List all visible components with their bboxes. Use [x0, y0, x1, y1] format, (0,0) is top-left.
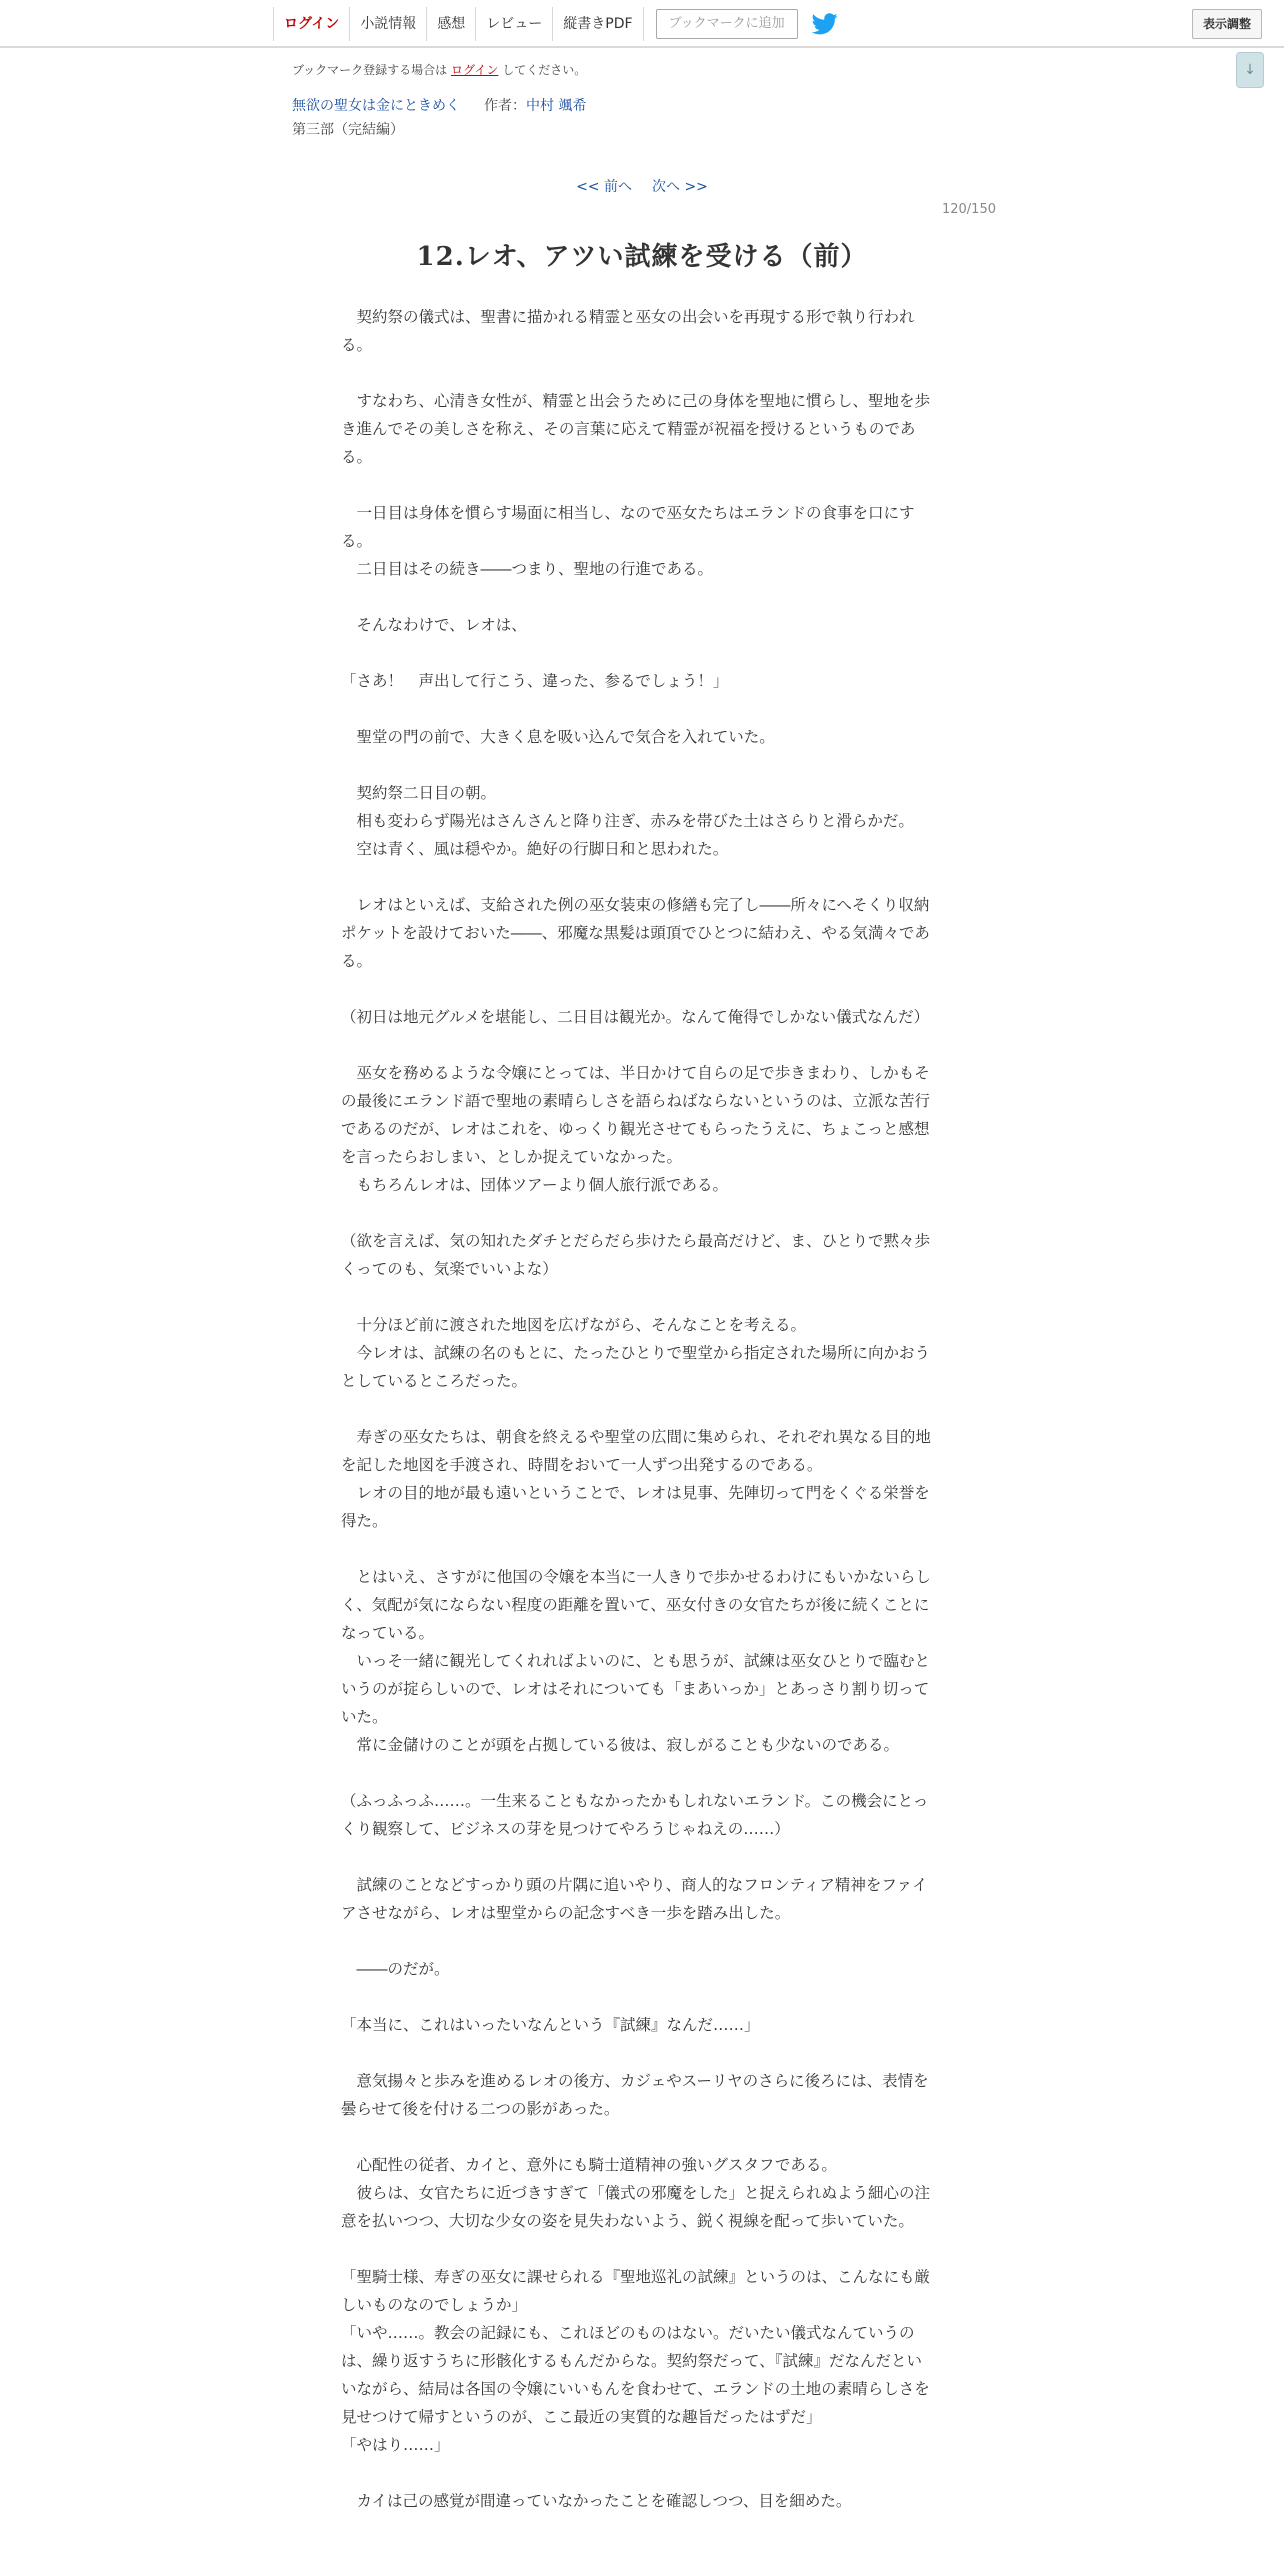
- body-line: ――のだが。: [341, 1960, 450, 1978]
- login-note-after: してください。: [502, 63, 587, 77]
- body-line: 「やはり……」: [341, 2436, 450, 2454]
- author-link[interactable]: 中村 颯希: [526, 98, 587, 114]
- body-line: いっそ一緒に観光してくれればよいのに、とも思うが、試練は巫女ひとりで臨むというのが掟らしいので、レオはそれについても「まあいっか」とあっさり割り切っていた。: [341, 1652, 931, 1726]
- bookmark-login-note: [292, 60, 1012, 80]
- twitter-icon[interactable]: [812, 13, 838, 35]
- body-line: 契約祭二日目の朝。: [341, 784, 497, 802]
- body-line: 意気揚々と歩みを進めるレオの後方、カジェやスーリヤのさらに後ろには、表情を曇らせて後を付ける二つの影があった。: [341, 2072, 929, 2118]
- body-line: [341, 751, 935, 779]
- body-line: 「聖騎士様、寿ぎの巫女に課せられる『聖地巡礼の試練』というのは、こんなにも厳しいものなのでしょうか」: [341, 2268, 931, 2314]
- body-line: 相も変わらず陽光はさんさんと降り注ぎ、赤みを帯びた土はさらりと滑らかだ。: [341, 812, 914, 830]
- body-line: [341, 1283, 935, 1311]
- body-line: （欲を言えば、気の知れたダチとだらだら歩けたら最高だけど、ま、ひとりで黙々歩くってのも、気楽でいいよな）: [341, 1232, 931, 1278]
- body-line: [341, 863, 935, 891]
- episode-pager: [0, 176, 1284, 196]
- body-line: [341, 1983, 935, 2011]
- scroll-down-button[interactable]: ↓: [1236, 52, 1264, 88]
- body-line: [341, 1927, 935, 1955]
- body-line: 十分ほど前に渡された地図を広げながら、そんなことを考える。: [341, 1316, 807, 1334]
- nav-impressions[interactable]: 感想: [426, 7, 475, 41]
- body-line: [341, 1535, 935, 1563]
- body-line: すなわち、心清き女性が、精霊と出会うために己の身体を聖地に慣らし、聖地を歩き進んでその美しさを称え、その言葉に応えて精霊が祝福を授けるというものである。: [341, 392, 931, 466]
- body-line: 「本当に、これはいったいなんという『試練』なんだ……」: [341, 2016, 760, 2034]
- body-line: [341, 639, 935, 667]
- body-line: 二日目はその続き――つまり、聖地の行進である。: [341, 560, 714, 578]
- series-line: [292, 96, 1012, 116]
- login-link[interactable]: ログイン: [451, 63, 499, 77]
- body-line: [341, 1843, 935, 1871]
- body-line: 常に金儲けのことが頭を占拠している彼は、寂しがることも少ないのである。: [341, 1736, 900, 1754]
- series-title-link[interactable]: 無欲の聖女は金にときめく: [292, 98, 460, 114]
- episode-counter: 120/150: [941, 202, 996, 217]
- nav-login[interactable]: ログイン: [273, 7, 349, 41]
- body-line: [341, 1395, 935, 1423]
- body-line: 彼らは、女官たちに近づきすぎて「儀式の邪魔をした」と捉えられぬよう細心の注意を払いつつ、大切な少女の姿を見失わないよう、鋭く視線を配って歩いていた。: [341, 2184, 931, 2230]
- body-line: [341, 2039, 935, 2067]
- login-note-before: ブックマーク登録する場合は: [292, 63, 448, 77]
- nav-review[interactable]: レビュー: [475, 7, 552, 41]
- body-line: もちろんレオは、団体ツアーより個人旅行派である。: [341, 1176, 729, 1194]
- body-line: [341, 2123, 935, 2151]
- novel-meta: [292, 60, 1012, 140]
- body-line: [341, 2235, 935, 2263]
- add-bookmark-button[interactable]: ブックマークに追加: [656, 9, 798, 39]
- body-line: 一日目は身体を慣らす場面に相当し、なので巫女たちはエランドの食事を口にする。: [341, 504, 915, 550]
- body-line: 「いや……。教会の記録にも、これほどのものはない。だいたい儀式なんていうのは、繰り返すうちに形骸化するもんだからな。契約祭だって、『試練』だなんだといいながら、結局は各国の令嬢にいいもんを食わせて、エランドの土地の素晴らしさを見せつけて帰すというのが、ここ最近の実質的な趣旨だったはずだ」: [341, 2324, 930, 2426]
- body-line: 寿ぎの巫女たちは、朝食を終えるや聖堂の広間に集められ、それぞれ異なる目的地を記した地図を手渡され、時間をおいて一人ずつ出発するのである。: [341, 1428, 931, 1474]
- body-line: 空は青く、風は穏やか。絶好の行脚日和と思われた。: [341, 840, 729, 858]
- body-line: レオはといえば、支給された例の巫女装束の修繕も完了し――所々にへそくり収納ポケットを設けておいた――、邪魔な黒髪は頭頂でひとつに結わえ、やる気満々である。: [341, 896, 930, 970]
- chapter-label: 第三部（完結編）: [292, 122, 404, 138]
- novel-body: [341, 303, 935, 2515]
- body-line: カイは己の感覚が間違っていなかったことを確認しつつ、目を細めた。: [341, 2492, 852, 2510]
- body-line: [341, 2459, 935, 2487]
- main-nav: [273, 6, 838, 42]
- body-line: [341, 359, 935, 387]
- body-line: そんなわけで、レオは、: [341, 616, 527, 634]
- body-line: [341, 1199, 935, 1227]
- body-line: 今レオは、試練の名のもとに、たったひとりで聖堂から指定された場所に向かおうとしているところだった。: [341, 1344, 931, 1390]
- nav-novel-info[interactable]: 小説情報: [349, 7, 426, 41]
- body-line: [341, 1031, 935, 1059]
- author-label: 作者：: [484, 98, 526, 114]
- body-line: [341, 695, 935, 723]
- prev-episode-link[interactable]: << 前へ: [576, 179, 632, 195]
- body-line: （ふっふっふ……。一生来ることもなかったかもしれないエランド。この機会にとっくり観察して、ビジネスの芽を見つけてやろうじゃねえの……）: [341, 1792, 929, 1838]
- display-settings-button[interactable]: 表示調整: [1192, 9, 1262, 39]
- body-line: とはいえ、さすがに他国の令嬢を本当に一人きりで歩かせるわけにもいかないらしく、気配が気にならない程度の距離を置いて、巫女付きの女官たちが後に続くことになっている。: [341, 1568, 931, 1642]
- episode-title: 12.レオ、アツい試練を受ける（前）: [416, 242, 868, 272]
- body-line: 契約祭の儀式は、聖書に描かれる精霊と巫女の出会いを再現する形で執り行われる。: [341, 308, 915, 354]
- body-line: レオの目的地が最も遠いということで、レオは見事、先陣切って門をくぐる栄誉を得た。: [341, 1484, 930, 1530]
- body-line: [341, 583, 935, 611]
- nav-vertical-pdf[interactable]: 縦書きPDF: [552, 7, 643, 41]
- body-line: [341, 471, 935, 499]
- top-navigation-bar: [0, 0, 1284, 48]
- next-episode-link[interactable]: 次へ >>: [652, 179, 708, 195]
- body-line: [341, 975, 935, 1003]
- body-line: 「さあ！ 声出して行こう、違った、参るでしょう！」: [341, 672, 729, 690]
- body-line: （初日は地元グルメを堪能し、二日目は観光か。なんて俺得でしかない儀式なんだ）: [341, 1008, 930, 1026]
- body-line: 心配性の従者、カイと、意外にも騎士道精神の強いグスタフである。: [341, 2156, 837, 2174]
- body-line: 巫女を務めるような令嬢にとっては、半日かけて自らの足で歩きまわり、しかもその最後にエランド語で聖地の素晴らしさを語らねばならないというのは、立派な苦行であるのだが、レオはこれを、ゆっくり観光させてもらったうえに、ちょこっと感想を言ったらおしまい、としか捉えていなかった。: [341, 1064, 931, 1166]
- body-line: [341, 1759, 935, 1787]
- body-line: 聖堂の門の前で、大きく息を吸い込んで気合を入れていた。: [341, 728, 775, 746]
- body-line: 試練のことなどすっかり頭の片隅に追いやり、商人的なフロンティア精神をファイアさせながら、レオは聖堂からの記念すべき一歩を踏み出した。: [341, 1876, 928, 1922]
